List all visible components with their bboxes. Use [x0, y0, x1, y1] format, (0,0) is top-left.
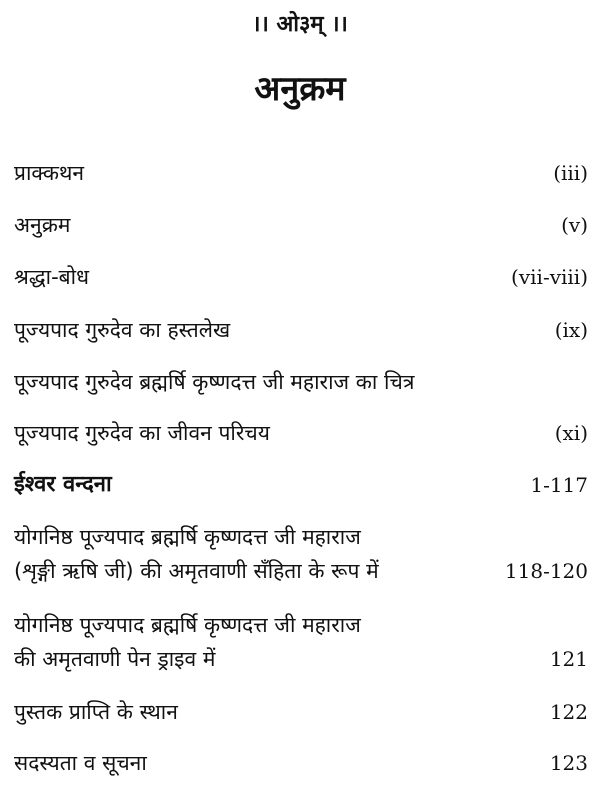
- toc-entry-title-continued: की अमृतवाणी पेन ड्राइव में: [14, 647, 216, 671]
- toc-entry-page: 118-120: [504, 559, 588, 583]
- toc-entry-title: ईश्वर वन्दना: [14, 472, 112, 497]
- toc-entry-title: अनुक्रम: [14, 213, 71, 237]
- toc-entry-title: पूज्यपाद गुरुदेव का हस्तलेख: [14, 318, 231, 342]
- toc-entry-page: 123: [549, 751, 588, 775]
- invocation-heading: ।। ओ३म् ।।: [252, 12, 348, 37]
- toc-entry-title: पुस्तक प्राप्ति के स्थान: [14, 700, 178, 724]
- toc-entry-page: 1-117: [530, 473, 588, 497]
- toc-entry-page: (vii-viii): [511, 265, 588, 289]
- toc-entry-title: पूज्यपाद गुरुदेव ब्रह्मर्षि कृष्णदत्त जी महाराज का चित्र: [14, 370, 415, 394]
- toc-entry-title: सदस्यता व सूचना: [14, 751, 147, 775]
- toc-entry-title: श्रद्धा-बोध: [14, 265, 90, 289]
- toc-entry-page: 122: [549, 700, 588, 724]
- toc-entry-page: (v): [561, 213, 588, 237]
- toc-entry-title: प्राक्कथन: [14, 161, 85, 185]
- toc-entry-title: योगनिष्ठ पूज्यपाद ब्रह्मर्षि कृष्णदत्त जी महाराज: [14, 525, 361, 549]
- page-title: अनुक्रम: [254, 69, 346, 109]
- toc-entry-title-continued: (शृङ्गी ऋषि जी) की अमृतवाणी सँहिता के रूप में: [14, 559, 379, 583]
- toc-entry-title: पूज्यपाद गुरुदेव का जीवन परिचय: [14, 421, 270, 445]
- toc-entry-page: (xi): [554, 421, 588, 445]
- toc-entry-page: (ix): [554, 318, 588, 342]
- toc-entry-page: 121: [549, 647, 588, 671]
- toc-entry-title: योगनिष्ठ पूज्यपाद ब्रह्मर्षि कृष्णदत्त जी महाराज: [14, 613, 361, 637]
- toc-entry-page: (iii): [553, 161, 588, 185]
